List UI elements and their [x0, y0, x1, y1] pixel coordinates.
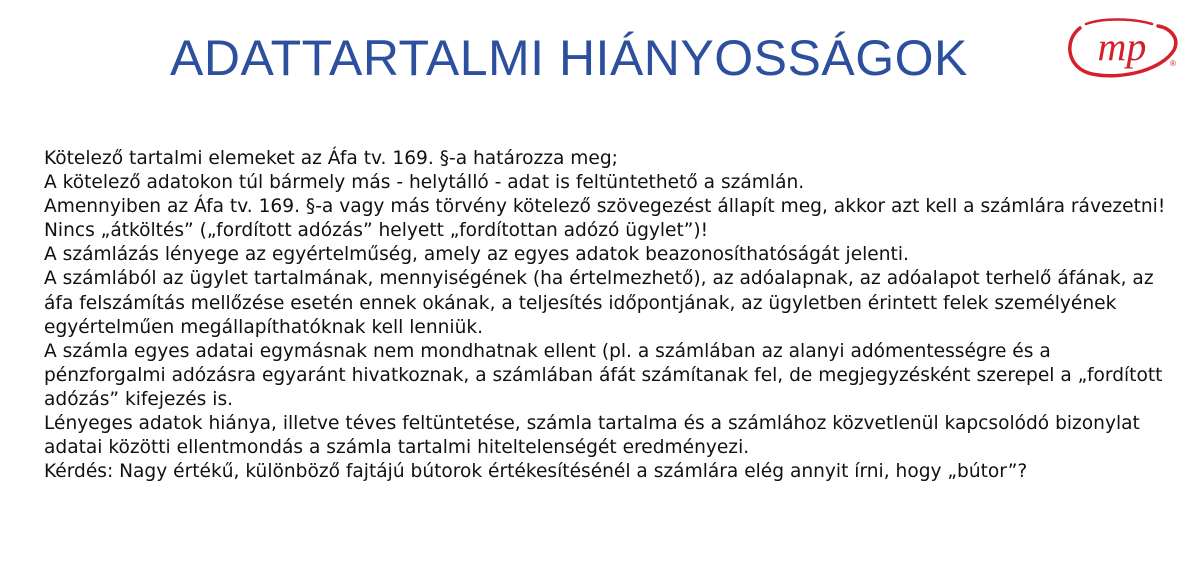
mp-logo-icon	[1062, 14, 1182, 82]
slide-title: ADATTARTALMI HIÁNYOSSÁGOK	[170, 30, 968, 86]
content-line: A számlázás lényege az egyértelműség, amely az egyes adatok beazonosíthatóságát jelenti.	[44, 244, 909, 266]
content-line: Amennyiben az Áfa tv. 169. §-a vagy más törvény kötelező szövegezést állapít meg, akkor azt kell a számlára rávezetni! Nincs „átköltés” („fordított adózás” helyett „fordítottan adózó ügylet”)!	[44, 196, 1166, 242]
content-line: A számla egyes adatai egymásnak nem mondhatnak ellent (pl. a számlában az alanyi adómentességre és a pénzforgalmi adózásra egyaránt hivatkoznak, a számlában áfát számítanak fel, de megjegyzésként szerepel a „fordított adózás” kifejezés is.	[44, 340, 1163, 410]
logo-text: mp	[1097, 24, 1147, 69]
content-line: Kérdés: Nagy értékű, különböző fajtájú bútorok értékesítésénél a számlára elég annyit írni, hogy „bútor”?	[44, 461, 1028, 483]
content-line: A számlából az ügylet tartalmának, mennyiségének (ha értelmezhető), az adóalapnak, az adóalapot terhelő áfának, az áfa felszámítás mellőzése esetén ennek okának, a teljesítés időpontjának, az ügyletben érintett felek személyének egyértelműen megállapíthatóknak kell lenniük.	[44, 268, 1154, 338]
content-line: A kötelező adatokon túl bármely más - helytálló - adat is feltüntethető a számlán.	[44, 172, 805, 194]
content-list	[44, 147, 1174, 484]
svg-text:®: ®	[1170, 59, 1176, 68]
content-line: Lényeges adatok hiánya, illetve téves feltüntetése, számla tartalma és a számlához közvetlenül kapcsolódó bizonylat adatai közötti ellentmondás a számla tartalmi hiteltelenségét eredményezi.	[44, 413, 1140, 459]
content-line: Kötelező tartalmi elemeket az Áfa tv. 169. §-a határozza meg;	[44, 148, 618, 169]
